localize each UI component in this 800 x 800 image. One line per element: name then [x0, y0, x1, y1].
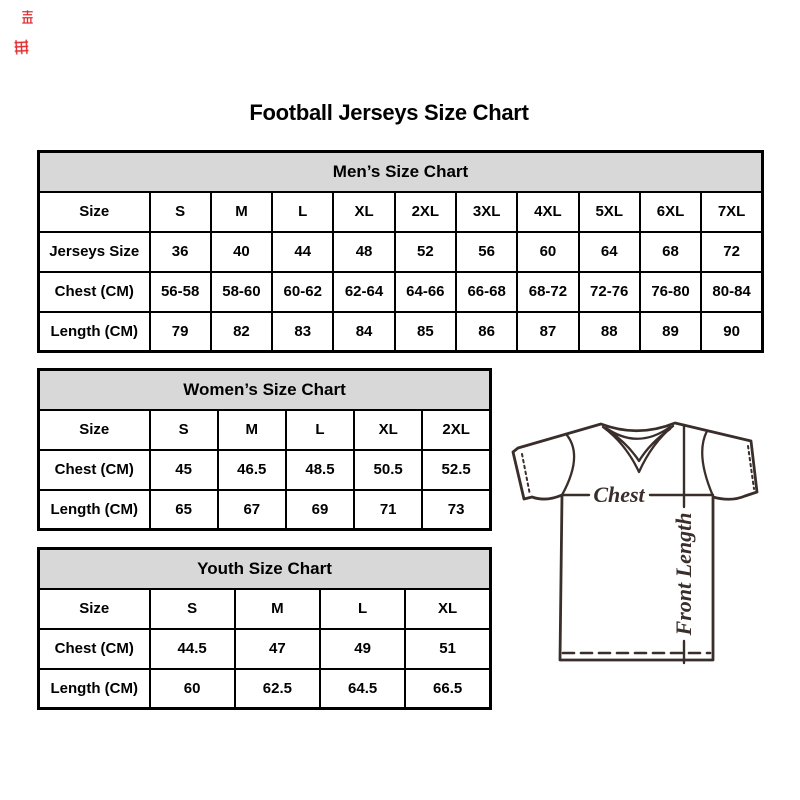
value-cell: 48.5 [286, 450, 354, 490]
size-cell: 3XL [456, 192, 517, 232]
table-row [39, 669, 491, 709]
value-cell: 65 [150, 490, 218, 530]
size-cell: M [235, 589, 320, 629]
row-label: Length (CM) [39, 490, 150, 530]
value-cell: 87 [517, 312, 578, 352]
value-cell: 64 [579, 232, 640, 272]
value-cell: 80-84 [701, 272, 762, 312]
value-cell: 84 [333, 312, 394, 352]
table-row [39, 629, 491, 669]
value-cell: 68-72 [517, 272, 578, 312]
size-cell: L [320, 589, 405, 629]
table-row [39, 312, 763, 352]
value-cell: 58-60 [211, 272, 272, 312]
mens-table-title: Men’s Size Chart [39, 152, 763, 192]
size-cell: XL [405, 589, 490, 629]
size-cell: L [272, 192, 333, 232]
table-row [39, 232, 763, 272]
value-cell: 51 [405, 629, 490, 669]
table-row [39, 272, 763, 312]
value-cell: 52.5 [422, 450, 490, 490]
value-cell: 48 [333, 232, 394, 272]
size-cell: S [150, 589, 235, 629]
row-label: Length (CM) [39, 312, 150, 352]
table-row [39, 450, 491, 490]
row-label: Chest (CM) [39, 629, 150, 669]
size-cell: 2XL [395, 192, 456, 232]
size-cell: XL [354, 410, 422, 450]
size-cell: 7XL [701, 192, 762, 232]
value-cell: 73 [422, 490, 490, 530]
youth-table-title: Youth Size Chart [39, 549, 491, 589]
value-cell: 36 [150, 232, 211, 272]
row-label: Chest (CM) [39, 450, 150, 490]
table-row [39, 490, 491, 530]
value-cell: 71 [354, 490, 422, 530]
red-stamp-icon [20, 9, 35, 25]
value-cell: 76-80 [640, 272, 701, 312]
table-row [39, 192, 763, 232]
value-cell: 88 [579, 312, 640, 352]
size-cell: S [150, 410, 218, 450]
row-label: Size [39, 192, 150, 232]
value-cell: 60-62 [272, 272, 333, 312]
size-cell: 4XL [517, 192, 578, 232]
value-cell: 47 [235, 629, 320, 669]
value-cell: 72 [701, 232, 762, 272]
value-cell: 82 [211, 312, 272, 352]
value-cell: 40 [211, 232, 272, 272]
value-cell: 86 [456, 312, 517, 352]
row-label: Size [39, 410, 150, 450]
size-cell: 2XL [422, 410, 490, 450]
size-cell: 5XL [579, 192, 640, 232]
red-stamp-icon [13, 39, 31, 57]
value-cell: 64.5 [320, 669, 405, 709]
youth-size-table [37, 547, 492, 710]
mens-size-table [37, 150, 764, 353]
value-cell: 46.5 [218, 450, 286, 490]
value-cell: 60 [517, 232, 578, 272]
value-cell: 72-76 [579, 272, 640, 312]
value-cell: 83 [272, 312, 333, 352]
value-cell: 62.5 [235, 669, 320, 709]
page-title: Football Jerseys Size Chart [249, 100, 529, 125]
value-cell: 85 [395, 312, 456, 352]
value-cell: 90 [701, 312, 762, 352]
value-cell: 66-68 [456, 272, 517, 312]
chest-label: Chest [593, 482, 645, 507]
front-length-label: Front Length [671, 512, 696, 636]
value-cell: 50.5 [354, 450, 422, 490]
row-label: Length (CM) [39, 669, 150, 709]
size-cell: XL [333, 192, 394, 232]
value-cell: 79 [150, 312, 211, 352]
value-cell: 89 [640, 312, 701, 352]
value-cell: 69 [286, 490, 354, 530]
value-cell: 56 [456, 232, 517, 272]
row-label: Jerseys Size [39, 232, 150, 272]
row-label: Size [39, 589, 150, 629]
table-row [39, 410, 491, 450]
value-cell: 45 [150, 450, 218, 490]
value-cell: 56-58 [150, 272, 211, 312]
size-cell: 6XL [640, 192, 701, 232]
value-cell: 60 [150, 669, 235, 709]
value-cell: 49 [320, 629, 405, 669]
value-cell: 64-66 [395, 272, 456, 312]
womens-table-title: Women’s Size Chart [39, 370, 491, 410]
size-cell: M [211, 192, 272, 232]
value-cell: 68 [640, 232, 701, 272]
size-cell: S [150, 192, 211, 232]
jersey-illustration-icon [505, 398, 790, 683]
value-cell: 62-64 [333, 272, 394, 312]
size-cell: M [218, 410, 286, 450]
value-cell: 44.5 [150, 629, 235, 669]
jersey-measurement-diagram [505, 398, 790, 683]
value-cell: 52 [395, 232, 456, 272]
value-cell: 44 [272, 232, 333, 272]
table-row [39, 589, 491, 629]
size-cell: L [286, 410, 354, 450]
jersey-outline [513, 423, 757, 660]
value-cell: 66.5 [405, 669, 490, 709]
value-cell: 67 [218, 490, 286, 530]
womens-size-table [37, 368, 492, 531]
row-label: Chest (CM) [39, 272, 150, 312]
